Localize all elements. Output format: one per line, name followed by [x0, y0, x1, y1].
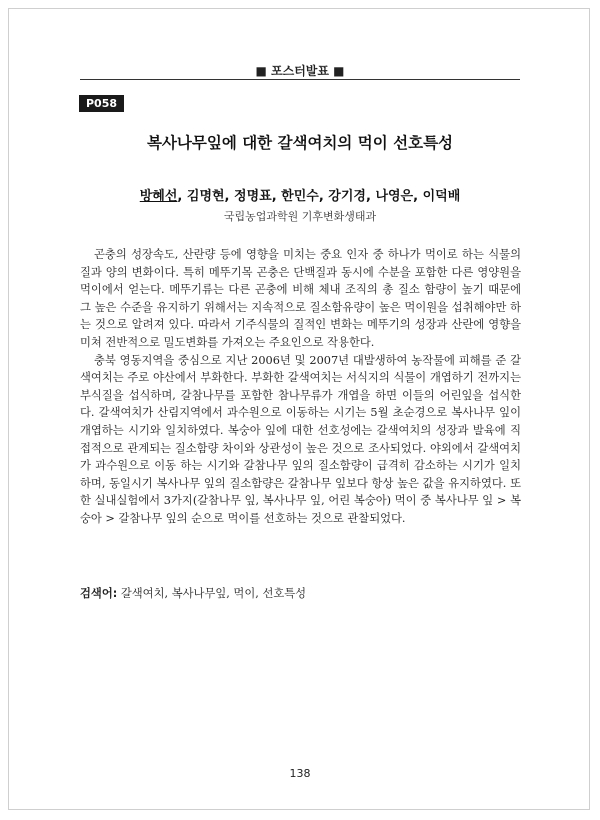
- author-list: [0, 185, 600, 204]
- keywords-label: 검색어:: [80, 587, 118, 600]
- page-number: 138: [289, 767, 311, 780]
- header-divider: [80, 79, 520, 80]
- abstract-paragraph: 충북 영동지역을 중심으로 지난 2006년 및 2007년 대발생하여 농작물에 피해를 준 갈색여치는 주로 야산에서 부화한다. 부화한 갈색여치는 서식지의 식물이 개엽하기 전까지는 부식질을 섭식하며, 갈참나무를 포함한 참나무류가 개엽을 하면 이들의 어린잎을 섭식한다. 갈색여치가 산림지역에서 과수원으로 이동하는 시기는 5월 초순경으로 복사나무 잎이 개엽하는 시기와 일치하였다. 복숭아 잎에 대한 선호성에는 갈색여치의 성장과 발육에 직접적으로 관계되는 질소함량 차이와 상관성이 높은 것으로 조사되었다. 야외에서 갈색여치가 과수원으로 이동 하는 시기와 갈참나무 잎의 질소함량이 급격히 감소하는 시기가 일치하며, 동일시기 복사나무 잎의 질소함량은 갈참나무 잎보다 항상 높은 값을 유지하였다. 또한 실내실험에서 3가지(갈참나무 잎, 복사나무 잎, 어린 복숭아) 먹이 중 복사나무 잎 > 복숭아 > 갈참나무 잎의 순으로 먹이를 선호하는 것으로 관찰되었다.: [80, 353, 521, 525]
- affiliation: 국립농업과학원 기후변화생태과: [223, 210, 377, 223]
- poster-id-badge: P058: [79, 95, 124, 112]
- keywords-value: 갈색여치, 복사나무잎, 먹이, 선호특성: [117, 587, 307, 600]
- keywords-line: [80, 585, 521, 602]
- presenting-author: 방혜선: [139, 189, 178, 204]
- paper-title: 복사나무잎에 대한 갈색여치의 먹이 선호특성: [146, 134, 454, 152]
- section-label: ■ 포스터발표 ■: [255, 64, 345, 78]
- abstract-paragraph: 곤충의 성장속도, 산란량 등에 영향을 미치는 중요 인자 중 하나가 먹이로 하는 식물의 질과 양의 변화이다. 특히 메뚜기목 곤충은 단백질과 동시에 수분을 포함한 다른 영양원을 먹이에서 얻는다. 메뚜기류는 다른 곤충에 비해 체내 조직의 총 질소 함량이 높기 때문에 그 높은 수준을 유지하기 위해서는 지속적으로 질소함유량이 높은 먹이원을 섭취해야만 하는 것으로 알려져 있다. 따라서 기주식물의 질적인 변화는 메뚜기의 성장과 산란에 영향을 미쳐 전반적으로 밀도변화를 가져오는 주요인으로 작용한다.: [80, 248, 521, 349]
- co-authors: , 김명현, 정명표, 한민수, 강기경, 나영은, 이덕배: [177, 189, 461, 204]
- abstract-body: [80, 246, 521, 528]
